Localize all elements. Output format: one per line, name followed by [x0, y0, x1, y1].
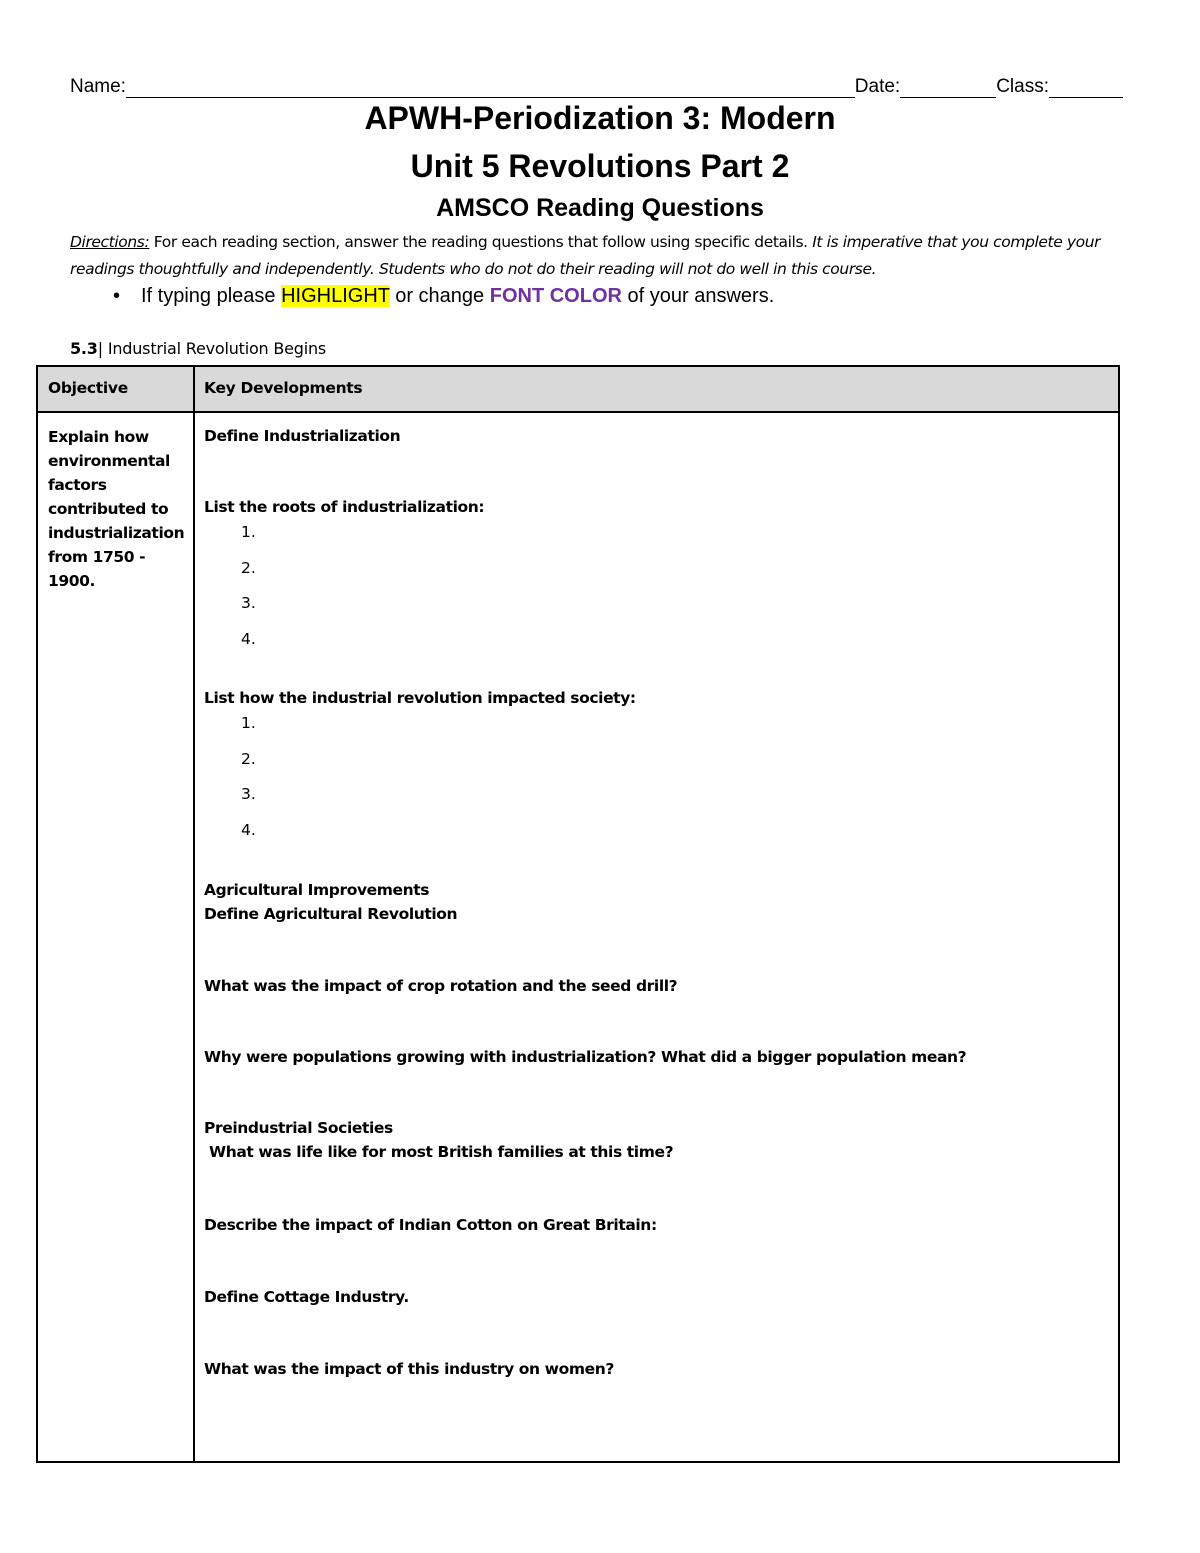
- section-number: 5.3: [70, 339, 98, 358]
- subheading-agricultural-improvements: Agricultural Improvements: [204, 881, 430, 899]
- name-date-class-line: [70, 72, 1123, 98]
- question-define-agricultural-revolution: Define Agricultural Revolution: [204, 905, 458, 923]
- highlight-word: HIGHLIGHT: [281, 285, 390, 307]
- bullet-icon: •: [113, 285, 121, 307]
- class-field[interactable]: [1049, 79, 1123, 98]
- directions-label: Directions:: [70, 233, 150, 251]
- table-header-row: [38, 367, 1118, 413]
- directions-paragraph: [70, 229, 1130, 283]
- section-title: | Industrial Revolution Begins: [97, 339, 327, 358]
- class-label: Class:: [996, 76, 1049, 97]
- answer-number: 4.: [241, 630, 256, 648]
- name-field[interactable]: [126, 79, 855, 98]
- question-impact-on-women: What was the impact of this industry on women?: [204, 1360, 614, 1378]
- question-define-industrialization: Define Industrialization: [204, 427, 401, 445]
- subheading-preindustrial-societies: Preindustrial Societies: [204, 1119, 393, 1137]
- unit-title: Unit 5 Revolutions Part 2: [410, 148, 790, 184]
- question-population-growth: Why were populations growing with industrialization? What did a bigger population mean?: [204, 1048, 967, 1066]
- directions-text: For each reading section, answer the reading questions that follow using specific details.: [153, 233, 808, 251]
- question-roots-of-industrialization: List the roots of industrialization:: [204, 498, 485, 516]
- typing-instruction: [113, 282, 774, 310]
- answer-number: 4.: [241, 821, 256, 839]
- question-impact-on-society: List how the industrial revolution impacted society:: [204, 689, 636, 707]
- question-british-family-life: What was life like for most British families at this time?: [204, 1143, 674, 1161]
- directions-italic-text: It is imperative that you complete your readings thoughtfully and independently. Students who do not do their reading will not do well in this course.: [70, 233, 1101, 278]
- question-define-cottage-industry: Define Cottage Industry.: [204, 1288, 409, 1306]
- bullet-post: of your answers.: [627, 285, 775, 307]
- question-indian-cotton: Describe the impact of Indian Cotton on Great Britain:: [204, 1216, 657, 1234]
- document-title: APWH-Periodization 3: Modern: [364, 100, 836, 136]
- header-key-developments: Key Developments: [204, 379, 363, 397]
- answer-number: 2.: [241, 559, 256, 577]
- answer-number: 3.: [241, 785, 256, 803]
- questions-table: [36, 365, 1120, 1463]
- section-heading: [70, 339, 326, 358]
- bullet-pre: If typing please: [141, 285, 276, 307]
- answer-number: 1.: [241, 523, 256, 541]
- column-divider: [193, 367, 195, 1461]
- question-crop-rotation-seed-drill: What was the impact of crop rotation and the seed drill?: [204, 977, 678, 995]
- answer-number: 3.: [241, 594, 256, 612]
- bullet-mid: or change: [395, 285, 485, 307]
- font-color-word: FONT COLOR: [489, 285, 622, 307]
- answer-number: 1.: [241, 714, 256, 732]
- date-label: Date:: [854, 76, 901, 97]
- header-objective: Objective: [48, 379, 128, 397]
- reading-questions-title: AMSCO Reading Questions: [436, 194, 764, 222]
- name-label: Name:: [70, 76, 126, 97]
- date-field[interactable]: [900, 79, 996, 98]
- objective-text: Explain how environmental factors contributed to industrialization from 1750 - 1900.: [48, 428, 185, 590]
- answer-number: 2.: [241, 750, 256, 768]
